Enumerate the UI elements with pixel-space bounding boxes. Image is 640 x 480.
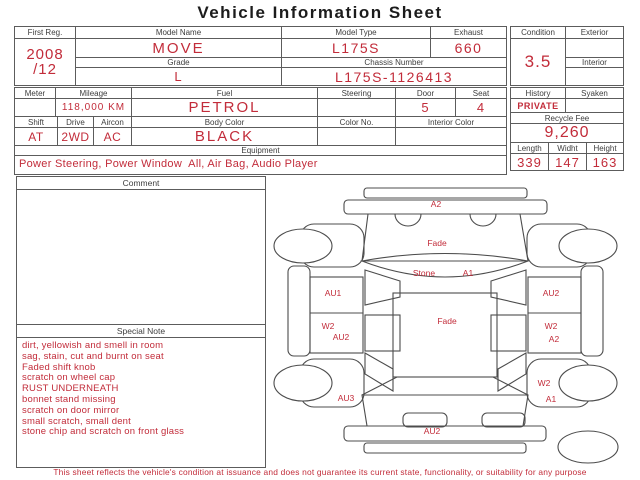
steering-label: Steering (318, 88, 396, 99)
b-pillar-right (491, 315, 526, 351)
recycle-fee-value: 9,260 (511, 124, 624, 143)
damage-label-stone: Stone (412, 268, 436, 278)
length-label: Length (511, 143, 549, 154)
note-line: dirt, yellowish and smell in room (22, 340, 164, 351)
drive-value: 2WD (58, 128, 94, 146)
interior-label: Interior (566, 58, 624, 68)
model-name-label: Model Name (76, 27, 282, 39)
spec-table (14, 87, 507, 175)
chassis-number-value: L175S-1126413 (282, 68, 507, 86)
exterior-value (566, 39, 624, 58)
history-label: History (511, 88, 566, 99)
b-pillar-left (365, 315, 400, 351)
damage-label-a2: A2 (548, 334, 560, 344)
sill-left (288, 266, 310, 356)
interior-color-value (396, 128, 507, 146)
condition-score: 3.5 (511, 39, 566, 86)
roof-panel (393, 293, 497, 377)
note-line: Faded shift knob (22, 361, 96, 373)
car-damage-diagram (265, 180, 640, 472)
note-line: scratch on wheel cap (22, 372, 116, 384)
a-pillar-right (491, 270, 526, 305)
model-type-label: Model Type (282, 27, 431, 39)
meter-label: Meter (15, 88, 56, 99)
damage-label-w2: W2 (537, 378, 551, 388)
trunk-panel (362, 395, 528, 426)
spare-tire (558, 431, 618, 463)
door-value: 5 (396, 99, 456, 117)
height-label: Height (587, 143, 624, 154)
wheel-rear-left (274, 365, 332, 401)
note-line: sag, stain, cut and burnt on seat (22, 350, 164, 362)
damage-label-a1: A1 (545, 394, 557, 404)
damage-label-au2: AU2 (423, 426, 441, 436)
first-reg-year: 2008 (26, 46, 64, 63)
a-pillar-left (365, 270, 400, 305)
syaken-label: Syaken (566, 88, 624, 99)
damage-label-au2: AU2 (542, 288, 560, 298)
wheel-front-right (559, 229, 617, 263)
disclaimer-text: This sheet reflects the vehicle's condition at issuance and does not guarantee its current state, functionality, or suitability for any purpose (53, 467, 587, 477)
damage-label-a2: A2 (430, 199, 442, 209)
c-pillar-left (365, 353, 393, 391)
body-color-value: BLACK (132, 128, 318, 146)
aircon-label: Aircon (94, 117, 132, 128)
grade-label: Grade (76, 58, 282, 68)
front-grille-bar (364, 188, 527, 198)
door-label: Door (396, 88, 456, 99)
mileage-value: 118,000 KM (56, 99, 132, 117)
c-pillar-right (498, 353, 526, 391)
note-line: scratch on door mirror (22, 404, 120, 416)
steering-value (318, 99, 396, 117)
history-table (510, 87, 624, 143)
rear-lower-bar (364, 443, 526, 453)
mileage-label: Mileage (56, 88, 132, 99)
grade-value: L (76, 68, 282, 86)
note-line: RUST UNDERNEATH (22, 383, 119, 395)
damage-label-w2: W2 (544, 321, 558, 331)
damage-label-au2: AU2 (332, 332, 350, 342)
front-bumper (344, 200, 547, 214)
fuel-value: PETROL (132, 99, 318, 117)
sill-right (581, 266, 603, 356)
width-label: Widht (549, 143, 587, 154)
comment-text (17, 190, 265, 324)
shift-value: AT (15, 128, 58, 146)
drive-label: Drive (58, 117, 94, 128)
color-no-value (318, 128, 396, 146)
identity-table (14, 26, 507, 86)
note-line: stone chip and scratch on front glass (22, 426, 185, 438)
syaken-value (566, 99, 624, 113)
comment-box (16, 176, 266, 468)
windshield (362, 254, 528, 278)
chassis-number-label: Chassis Number (282, 58, 507, 68)
special-note-lines (17, 338, 265, 441)
width-value: 147 (549, 154, 587, 171)
headlight-right (470, 214, 496, 226)
first-reg-value (15, 39, 76, 86)
damage-label-au1: AU1 (324, 288, 342, 298)
damage-label-au3: AU3 (337, 393, 355, 403)
shift-label: Shift (15, 117, 58, 128)
taillight-left (403, 413, 447, 427)
seat-label: Seat (456, 88, 507, 99)
note-line: bonnet stand missing (22, 393, 116, 405)
meter-value (15, 99, 56, 117)
wheel-rear-right (559, 365, 617, 401)
damage-label-a1: A1 (462, 268, 474, 278)
recycle-fee-label: Recycle Fee (511, 113, 624, 124)
equipment-value: Power Steering, Power Window All, Air Bag, Audio Player (15, 156, 507, 175)
body-color-label: Body Color (132, 117, 318, 128)
interior-value (566, 68, 624, 86)
first-reg-label: First Reg. (15, 27, 76, 39)
damage-label-fade: Fade (427, 238, 447, 248)
first-reg-month: /12 (33, 61, 57, 78)
condition-table (510, 26, 624, 86)
model-type-value: L175S (282, 39, 431, 58)
headlight-left (395, 214, 421, 226)
aircon-value: AC (94, 128, 132, 146)
special-note-header: Special Note (17, 324, 265, 338)
page-title: Vehicle Information Sheet (197, 3, 443, 22)
taillight-right (482, 413, 525, 427)
rear-bumper (344, 426, 546, 441)
damage-label-fade: Fade (437, 316, 457, 326)
rear-window (362, 377, 528, 395)
damage-label-w2: W2 (321, 321, 335, 331)
history-value: PRIVATE (511, 99, 566, 113)
exhaust-label: Exhaust (431, 27, 507, 39)
condition-label: Condition (511, 27, 566, 39)
height-value: 163 (587, 154, 624, 171)
length-value: 339 (511, 154, 549, 171)
dimensions-table (510, 142, 624, 171)
note-line: small scratch, small dent (22, 415, 132, 427)
exterior-label: Exterior (566, 27, 624, 39)
equipment-label: Equipment (15, 146, 507, 156)
wheel-front-left (274, 229, 332, 263)
fuel-label: Fuel (132, 88, 318, 99)
interior-color-label: Interior Color (396, 117, 507, 128)
seat-value: 4 (456, 99, 507, 117)
comment-header: Comment (17, 177, 265, 190)
exhaust-value: 660 (431, 39, 507, 58)
color-no-label: Color No. (318, 117, 396, 128)
model-name-value: MOVE (76, 39, 282, 58)
